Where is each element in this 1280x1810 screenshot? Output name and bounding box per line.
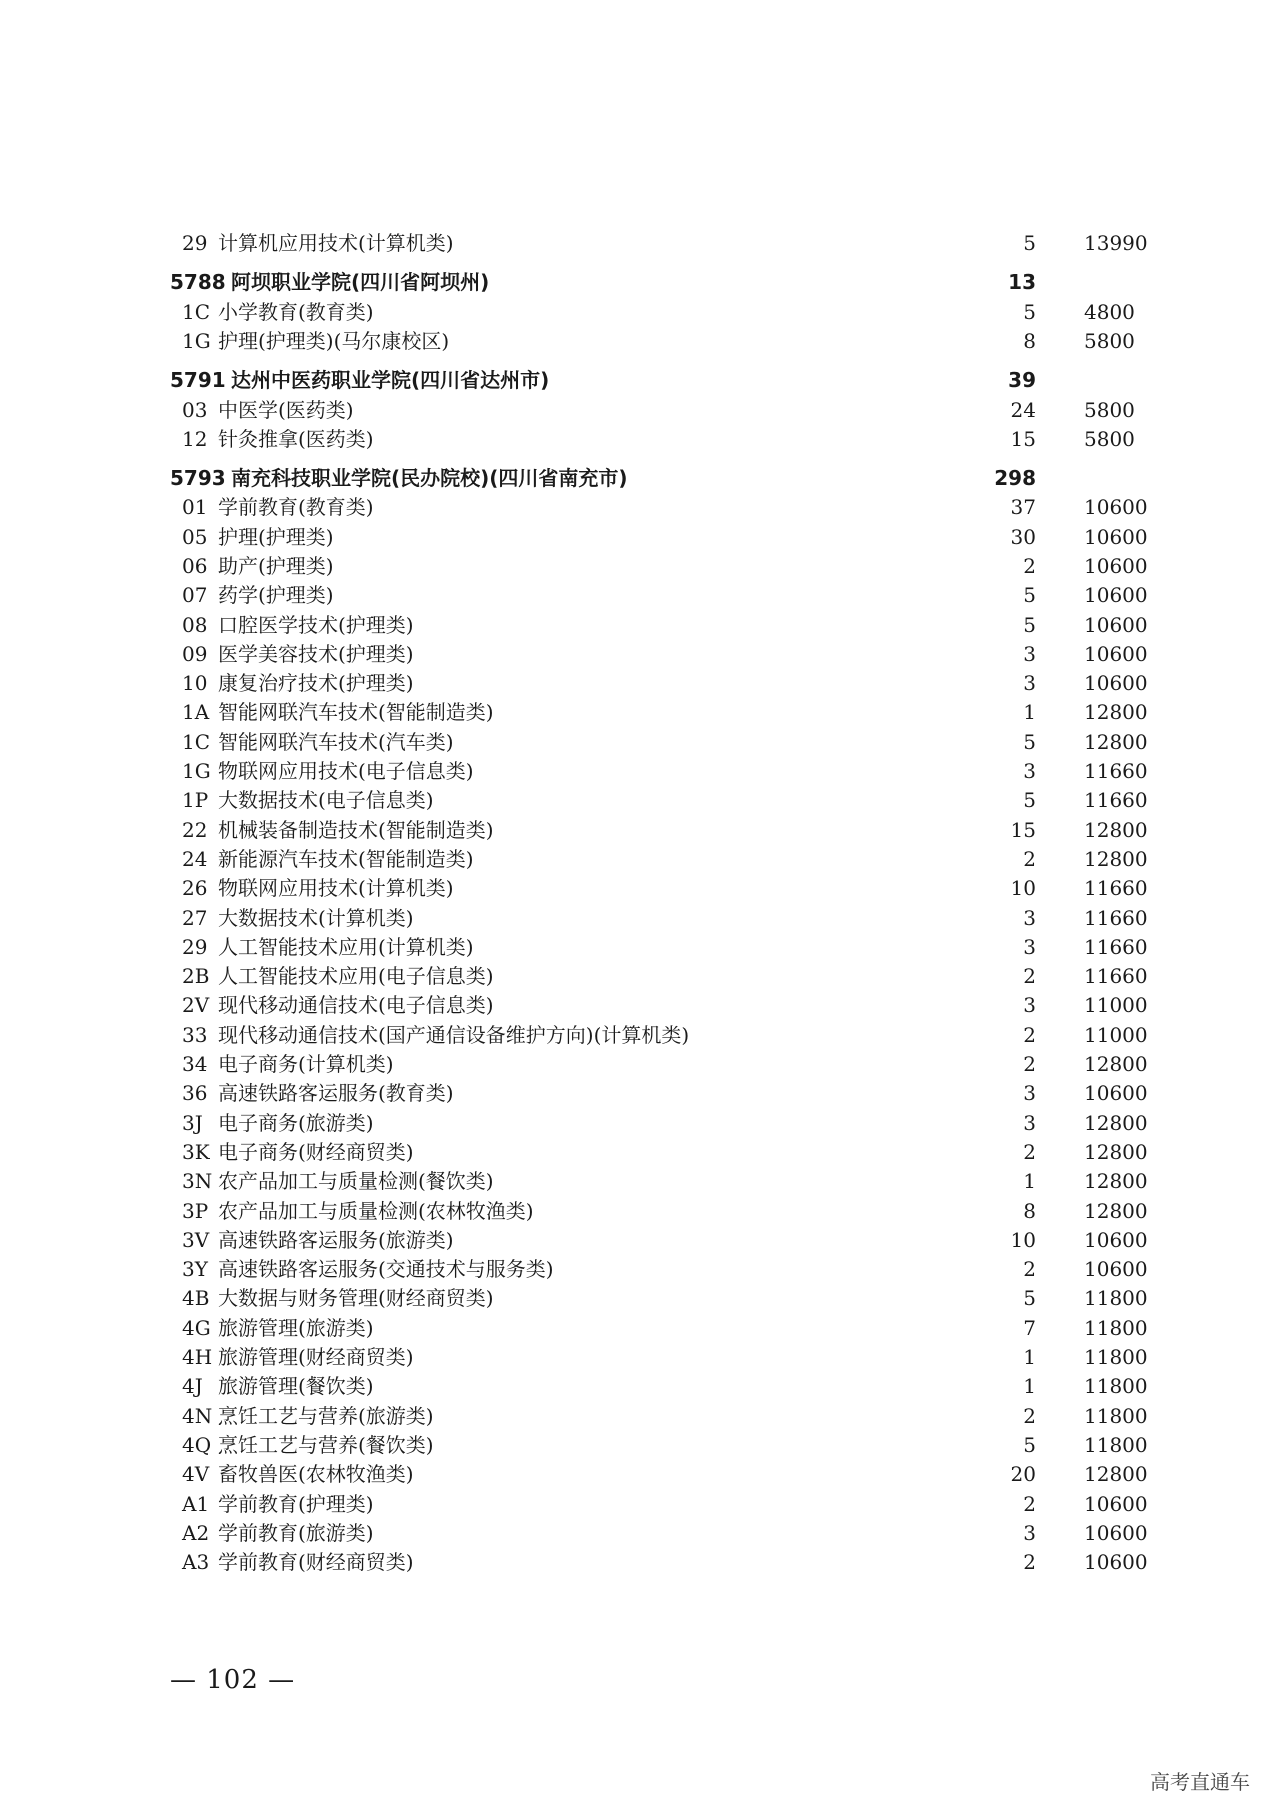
enrollment-count: 3: [1023, 906, 1036, 930]
enrollment-count: 3: [1023, 1111, 1036, 1135]
major-code: 26: [182, 876, 208, 900]
enrollment-count: 2: [1023, 1550, 1036, 1574]
major-name: 学前教育(旅游类): [218, 1521, 374, 1545]
enrollment-count: 2: [1023, 1023, 1036, 1047]
tuition-fee: 10600: [1084, 1257, 1148, 1281]
major-name: 物联网应用技术(计算机类): [218, 876, 454, 900]
major-code: 2B: [182, 964, 210, 988]
major-row: [0, 640, 1280, 669]
enrollment-count: 8: [1023, 329, 1036, 353]
page-number: — 102 —: [170, 1665, 296, 1695]
major-code: A2: [182, 1521, 210, 1545]
school-code: 5788: [170, 270, 226, 294]
major-code: 1C: [182, 300, 211, 324]
enrollment-count: 5: [1023, 613, 1036, 637]
tuition-fee: 12800: [1084, 847, 1148, 871]
major-row: [0, 1109, 1280, 1138]
major-row: [0, 425, 1280, 454]
enrollment-count: 1: [1023, 700, 1036, 724]
major-name: 护理(护理类)(马尔康校区): [218, 329, 450, 353]
enrollment-count: 1: [1023, 1169, 1036, 1193]
enrollment-count: 3: [1023, 642, 1036, 666]
major-code: 4G: [182, 1316, 211, 1340]
major-row: [0, 669, 1280, 698]
tuition-fee: 11660: [1084, 759, 1148, 783]
enrollment-count: 5: [1023, 300, 1036, 324]
tuition-fee: 10600: [1084, 583, 1148, 607]
major-name: 小学教育(教育类): [218, 300, 374, 324]
enrollment-count: 15: [1010, 818, 1036, 842]
enrollment-count: 24: [1010, 398, 1036, 422]
tuition-fee: 10600: [1084, 495, 1148, 519]
major-row: [0, 904, 1280, 933]
major-code: 3N: [182, 1169, 213, 1193]
major-row: [0, 1460, 1280, 1489]
tuition-fee: 12800: [1084, 1462, 1148, 1486]
major-name: 药学(护理类): [218, 583, 334, 607]
tuition-fee: 10600: [1084, 1228, 1148, 1252]
major-row: [0, 1343, 1280, 1372]
major-code: 33: [182, 1023, 208, 1047]
tuition-fee: 10600: [1084, 1521, 1148, 1545]
major-row: [0, 1167, 1280, 1196]
major-code: 4B: [182, 1286, 210, 1310]
major-row: [0, 757, 1280, 786]
major-code: 4J: [182, 1374, 203, 1398]
major-row: [0, 523, 1280, 552]
enrollment-count: 1: [1023, 1345, 1036, 1369]
major-name: 农产品加工与质量检测(农林牧渔类): [218, 1199, 534, 1223]
major-code: 1A: [182, 700, 210, 724]
enrollment-count: 13: [1008, 270, 1036, 294]
major-code: 2V: [182, 993, 210, 1017]
major-row: [0, 1490, 1280, 1519]
major-row: [0, 728, 1280, 757]
major-code: 34: [182, 1052, 208, 1076]
major-row: [0, 874, 1280, 903]
enrollment-count: 30: [1010, 525, 1036, 549]
major-row: [0, 1431, 1280, 1460]
enrollment-count: 20: [1010, 1462, 1036, 1486]
major-row: [0, 396, 1280, 425]
enrollment-count: 3: [1023, 1521, 1036, 1545]
major-name: 旅游管理(财经商贸类): [218, 1345, 414, 1369]
enrollment-count: 2: [1023, 554, 1036, 578]
tuition-fee: 11660: [1084, 964, 1148, 988]
tuition-fee: 11800: [1084, 1345, 1148, 1369]
watermark: 高考直通车: [1150, 1770, 1250, 1794]
major-code: 09: [182, 642, 208, 666]
tuition-fee: 11800: [1084, 1374, 1148, 1398]
enrollment-count: 3: [1023, 1081, 1036, 1105]
major-code: 29: [182, 935, 208, 959]
major-name: 高速铁路客运服务(教育类): [218, 1081, 454, 1105]
major-code: 27: [182, 906, 208, 930]
major-row: [0, 698, 1280, 727]
major-name: 新能源汽车技术(智能制造类): [218, 847, 474, 871]
major-row: [0, 298, 1280, 327]
tuition-fee: 12800: [1084, 1052, 1148, 1076]
major-code: 36: [182, 1081, 208, 1105]
major-name: 电子商务(旅游类): [218, 1111, 374, 1135]
enrollment-count: 10: [1010, 876, 1036, 900]
major-code: 3J: [182, 1111, 203, 1135]
major-code: A3: [182, 1550, 210, 1574]
major-name: 中医学(医药类): [218, 398, 354, 422]
tuition-fee: 11000: [1084, 1023, 1148, 1047]
tuition-fee: 11660: [1084, 906, 1148, 930]
tuition-fee: 11660: [1084, 876, 1148, 900]
tuition-fee: 12800: [1084, 1199, 1148, 1223]
major-code: 10: [182, 671, 208, 695]
tuition-fee: 10600: [1084, 642, 1148, 666]
major-name: 学前教育(财经商贸类): [218, 1550, 414, 1574]
tuition-fee: 4800: [1084, 300, 1135, 324]
tuition-fee: 12800: [1084, 818, 1148, 842]
major-name: 物联网应用技术(电子信息类): [218, 759, 474, 783]
major-name: 旅游管理(餐饮类): [218, 1374, 374, 1398]
enrollment-count: 3: [1023, 993, 1036, 1017]
enrollment-count: 2: [1023, 847, 1036, 871]
enrollment-count: 15: [1010, 427, 1036, 451]
major-name: 大数据与财务管理(财经商贸类): [218, 1286, 494, 1310]
enrollment-count: 5: [1023, 1286, 1036, 1310]
major-row: [0, 816, 1280, 845]
enrollment-count: 1: [1023, 1374, 1036, 1398]
tuition-fee: 10600: [1084, 1081, 1148, 1105]
major-name: 智能网联汽车技术(汽车类): [218, 730, 454, 754]
major-name: 针灸推拿(医药类): [218, 427, 374, 451]
enrollment-count: 298: [994, 466, 1036, 490]
major-row: [0, 1255, 1280, 1284]
enrollment-count: 8: [1023, 1199, 1036, 1223]
major-name: 现代移动通信技术(国产通信设备维护方向)(计算机类): [218, 1023, 690, 1047]
tuition-fee: 5800: [1084, 398, 1135, 422]
school-code: 5793: [170, 466, 226, 490]
major-name: 大数据技术(电子信息类): [218, 788, 434, 812]
tuition-fee: 12800: [1084, 700, 1148, 724]
enrollment-count: 2: [1023, 1140, 1036, 1164]
major-row: [0, 611, 1280, 640]
school-header-row: [0, 268, 1280, 297]
school-header-row: [0, 366, 1280, 395]
enrollment-count: 3: [1023, 671, 1036, 695]
major-name: 高速铁路客运服务(旅游类): [218, 1228, 454, 1252]
major-name: 学前教育(教育类): [218, 495, 374, 519]
enrollment-count: 7: [1023, 1316, 1036, 1340]
major-row: [0, 1021, 1280, 1050]
major-name: 人工智能技术应用(计算机类): [218, 935, 474, 959]
enrollment-count: 2: [1023, 1404, 1036, 1428]
tuition-fee: 11800: [1084, 1404, 1148, 1428]
major-name: 助产(护理类): [218, 554, 334, 578]
major-code: 24: [182, 847, 208, 871]
major-row: [0, 1284, 1280, 1313]
tuition-fee: 10600: [1084, 1492, 1148, 1516]
major-name: 现代移动通信技术(电子信息类): [218, 993, 494, 1017]
school-name: 达州中医药职业学院(四川省达州市): [231, 368, 550, 392]
major-name: 烹饪工艺与营养(餐饮类): [218, 1433, 434, 1457]
tuition-fee: 11800: [1084, 1433, 1148, 1457]
major-code: 1G: [182, 759, 211, 783]
major-row: [0, 1548, 1280, 1577]
school-name: 阿坝职业学院(四川省阿坝州): [231, 270, 490, 294]
major-code: 22: [182, 818, 208, 842]
enrollment-count: 5: [1023, 583, 1036, 607]
major-row: [0, 933, 1280, 962]
enrollment-count: 39: [1008, 368, 1036, 392]
tuition-fee: 5800: [1084, 329, 1135, 353]
major-name: 农产品加工与质量检测(餐饮类): [218, 1169, 494, 1193]
major-name: 口腔医学技术(护理类): [218, 613, 414, 637]
major-row: [0, 991, 1280, 1020]
tuition-fee: 12800: [1084, 1111, 1148, 1135]
tuition-fee: 12800: [1084, 730, 1148, 754]
major-code: 4N: [182, 1404, 213, 1428]
tuition-fee: 5800: [1084, 427, 1135, 451]
tuition-fee: 11000: [1084, 993, 1148, 1017]
enrollment-count: 3: [1023, 759, 1036, 783]
major-code: A1: [182, 1492, 210, 1516]
enrollment-count: 5: [1023, 1433, 1036, 1457]
major-row: [0, 1314, 1280, 1343]
enrollment-count: 2: [1023, 1257, 1036, 1281]
enrollment-count: 2: [1023, 1492, 1036, 1516]
tuition-fee: 11800: [1084, 1316, 1148, 1340]
tuition-fee: 10600: [1084, 613, 1148, 637]
major-name: 烹饪工艺与营养(旅游类): [218, 1404, 434, 1428]
tuition-fee: 10600: [1084, 671, 1148, 695]
tuition-fee: 12800: [1084, 1169, 1148, 1193]
major-row: [0, 327, 1280, 356]
enrollment-count: 5: [1023, 788, 1036, 812]
major-code: 1C: [182, 730, 211, 754]
major-code: 08: [182, 613, 208, 637]
enrollment-count: 2: [1023, 964, 1036, 988]
major-name: 旅游管理(旅游类): [218, 1316, 374, 1340]
major-row: [0, 1138, 1280, 1167]
major-code: 3K: [182, 1140, 210, 1164]
major-name: 护理(护理类): [218, 525, 334, 549]
major-name: 智能网联汽车技术(智能制造类): [218, 700, 494, 724]
major-row: [0, 1226, 1280, 1255]
tuition-fee: 13990: [1084, 231, 1148, 255]
enrollment-count: 10: [1010, 1228, 1036, 1252]
tuition-fee: 11660: [1084, 788, 1148, 812]
major-name: 畜牧兽医(农林牧渔类): [218, 1462, 414, 1486]
major-code: 06: [182, 554, 208, 578]
tuition-fee: 10600: [1084, 525, 1148, 549]
major-name: 高速铁路客运服务(交通技术与服务类): [218, 1257, 554, 1281]
major-name: 大数据技术(计算机类): [218, 906, 414, 930]
major-code: 4V: [182, 1462, 210, 1486]
school-header-row: [0, 464, 1280, 493]
major-code: 03: [182, 398, 208, 422]
major-row: [0, 229, 1280, 258]
enrollment-count: 5: [1023, 231, 1036, 255]
enrollment-count: 5: [1023, 730, 1036, 754]
tuition-fee: 12800: [1084, 1140, 1148, 1164]
major-code: 29: [182, 231, 208, 255]
major-code: 12: [182, 427, 208, 451]
enrollment-count: 2: [1023, 1052, 1036, 1076]
major-code: 3P: [182, 1199, 209, 1223]
major-code: 4Q: [182, 1433, 212, 1457]
major-row: [0, 552, 1280, 581]
major-row: [0, 1079, 1280, 1108]
school-name: 南充科技职业学院(民办院校)(四川省南充市): [231, 466, 628, 490]
tuition-fee: 11660: [1084, 935, 1148, 959]
major-row: [0, 1519, 1280, 1548]
major-name: 人工智能技术应用(电子信息类): [218, 964, 494, 988]
major-code: 01: [182, 495, 208, 519]
major-row: [0, 581, 1280, 610]
major-row: [0, 1372, 1280, 1401]
major-row: [0, 786, 1280, 815]
major-code: 07: [182, 583, 208, 607]
major-row: [0, 493, 1280, 522]
major-row: [0, 962, 1280, 991]
major-code: 3V: [182, 1228, 210, 1252]
major-name: 康复治疗技术(护理类): [218, 671, 414, 695]
major-row: [0, 845, 1280, 874]
major-row: [0, 1050, 1280, 1079]
tuition-fee: 10600: [1084, 1550, 1148, 1574]
tuition-fee: 11800: [1084, 1286, 1148, 1310]
major-name: 机械装备制造技术(智能制造类): [218, 818, 494, 842]
major-row: [0, 1197, 1280, 1226]
major-name: 电子商务(财经商贸类): [218, 1140, 414, 1164]
major-name: 电子商务(计算机类): [218, 1052, 394, 1076]
major-name: 学前教育(护理类): [218, 1492, 374, 1516]
major-code: 05: [182, 525, 208, 549]
major-code: 4H: [182, 1345, 213, 1369]
tuition-fee: 10600: [1084, 554, 1148, 578]
enrollment-count: 37: [1010, 495, 1036, 519]
major-name: 医学美容技术(护理类): [218, 642, 414, 666]
major-row: [0, 1402, 1280, 1431]
major-code: 1G: [182, 329, 211, 353]
enrollment-count: 3: [1023, 935, 1036, 959]
major-name: 计算机应用技术(计算机类): [218, 231, 454, 255]
major-code: 3Y: [182, 1257, 208, 1281]
major-code: 1P: [182, 788, 209, 812]
school-code: 5791: [170, 368, 226, 392]
